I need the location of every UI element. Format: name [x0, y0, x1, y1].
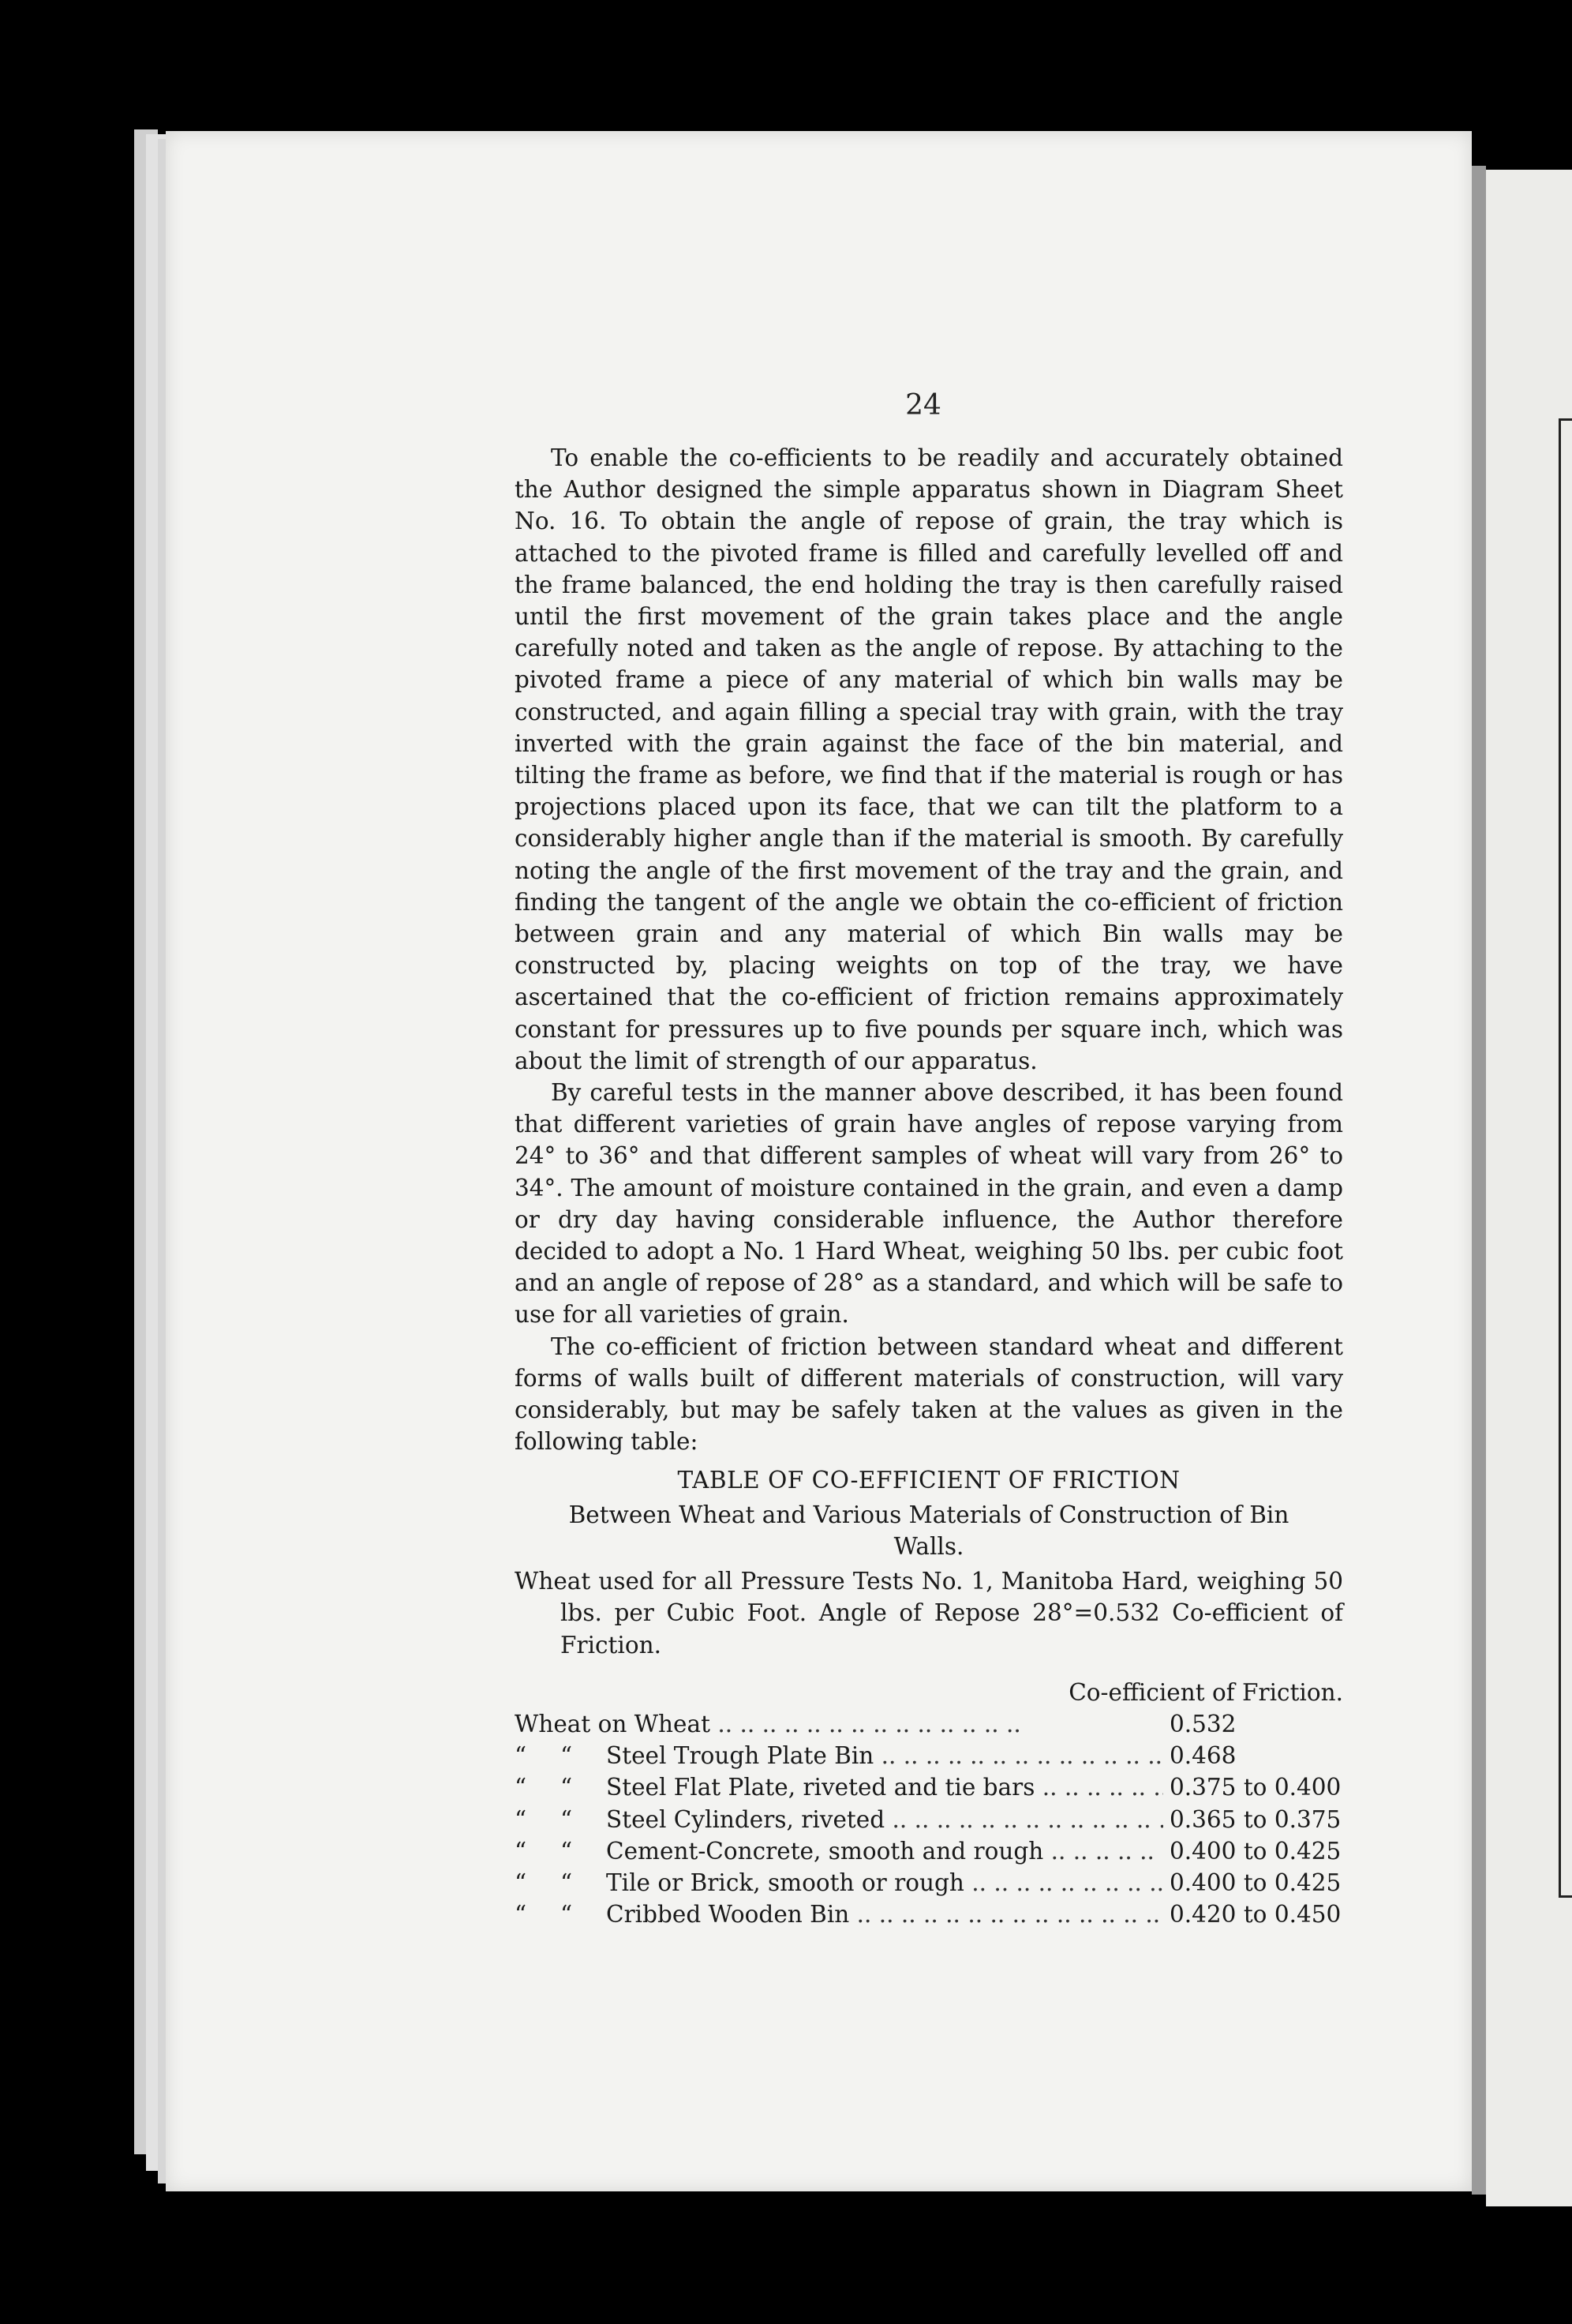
ditto-mark: “: [560, 1869, 573, 1896]
table-row: [515, 1804, 1343, 1835]
friction-value: 0.400 to 0.425: [1163, 1835, 1343, 1867]
ditto-mark: “: [515, 1869, 527, 1896]
material-label: Steel Trough Plate Bin .. ..: [606, 1740, 1163, 1771]
page-gutter: [1472, 166, 1486, 2195]
ditto-mark: “: [560, 1805, 573, 1833]
table-title: TABLE OF CO-EFFICIENT OF FRICTION: [677, 1466, 1181, 1494]
friction-value: 0.400 to 0.425: [1163, 1867, 1343, 1899]
ditto-mark: “: [515, 1742, 527, 1770]
material-label: Cribbed Wooden Bin .. ..: [606, 1899, 1163, 1930]
paragraph: By careful tests in the manner above described, it has been found that different varieties of grain have angles of repose varying from 24° to 36° and that different samples of wheat will vary from 26° to 34°. The amount of moisture contained in the grain, and even a damp or dry day having considerable influence, the Author therefore decided to adopt a No. 1 Hard Wheat, weighing 50 lbs. per cubic foot and an angle of repose of 28° as a standard, and which will be safe to use for all varieties of grain.: [515, 1079, 1343, 1329]
material-label: Steel Cylinders, riveted .. ..: [606, 1804, 1163, 1835]
ditto-mark: “: [515, 1774, 527, 1801]
material-label: Wheat on Wheat .. ..: [515, 1708, 1163, 1740]
table-subtitle: Between Wheat and Various Materials of Construction of Bin Walls.: [568, 1501, 1289, 1560]
friction-value: 0.468: [1163, 1740, 1343, 1771]
facing-page-frame: [1559, 418, 1572, 1898]
friction-value: 0.532: [1163, 1708, 1343, 1740]
ditto-mark: “: [515, 1805, 527, 1833]
table-row: [515, 1899, 1343, 1930]
table-row: [515, 1771, 1343, 1803]
table-row: [515, 1867, 1343, 1899]
table-row: [515, 1835, 1343, 1867]
friction-value: 0.420 to 0.450: [1163, 1899, 1343, 1930]
table-row: [515, 1708, 1343, 1740]
ditto-mark: “: [560, 1774, 573, 1801]
column-header: Co-efficient of Friction.: [1069, 1678, 1343, 1706]
table-row: [515, 1740, 1343, 1771]
paragraph: The co-efficient of friction between standard wheat and different forms of walls built of different materials of construction, will vary considerably, but may be safely taken at the values as given in the following table:: [515, 1333, 1343, 1456]
page-number: 24: [905, 389, 941, 422]
ditto-mark: “: [560, 1742, 573, 1770]
material-label: Cement-Concrete, smooth and rough .. ..: [606, 1835, 1163, 1867]
friction-value: 0.375 to 0.400: [1163, 1771, 1343, 1803]
material-label: Tile or Brick, smooth or rough .. ..: [606, 1867, 1163, 1899]
ditto-mark: “: [515, 1901, 527, 1929]
page-body: [515, 442, 1343, 1930]
ditto-mark: “: [560, 1901, 573, 1929]
ditto-mark: “: [515, 1837, 527, 1865]
ditto-mark: “: [560, 1837, 573, 1865]
paragraph: To enable the co-efficients to be readily and accurately obtained the Author designed the simple apparatus shown in Diagram Sheet No. 16. To obtain the angle of repose of grain, the tray which is attached to the pivoted frame is filled and carefully levelled off and the frame balanced, the end holding the tray is then carefully raised until the first movement of the grain takes place and the angle carefully noted and taken as the angle of repose. By attaching to the pivoted frame a piece of any material of which bin walls may be constructed, and again filling a special tray with grain, with the tray inverted with the grain against the face of the bin material, and tilting the frame as before, we find that if the material is rough or has projections placed upon its face, that we can tilt the platform to a considerably higher angle than if the material is smooth. By carefully noting the angle of the first movement of the tray and the grain, and finding the tangent of the angle we obtain the co-efficient of friction between grain and any material of which Bin walls may be constructed by, placing weights on top of the tray, we have ascertained that the co-efficient of friction remains approximately constant for pressures up to five pounds per square inch, which was about the limit of strength of our apparatus.: [515, 444, 1343, 1074]
friction-value: 0.365 to 0.375: [1163, 1804, 1343, 1835]
friction-table: [515, 1708, 1343, 1930]
material-label: Steel Flat Plate, riveted and tie bars .. ..: [606, 1771, 1163, 1803]
table-note: Wheat used for all Pressure Tests No. 1, Manitoba Hard, weighing 50 lbs. per Cubic Foot. Angle of Repose 28°=0.532 Co-efficient of Friction.: [515, 1568, 1343, 1659]
